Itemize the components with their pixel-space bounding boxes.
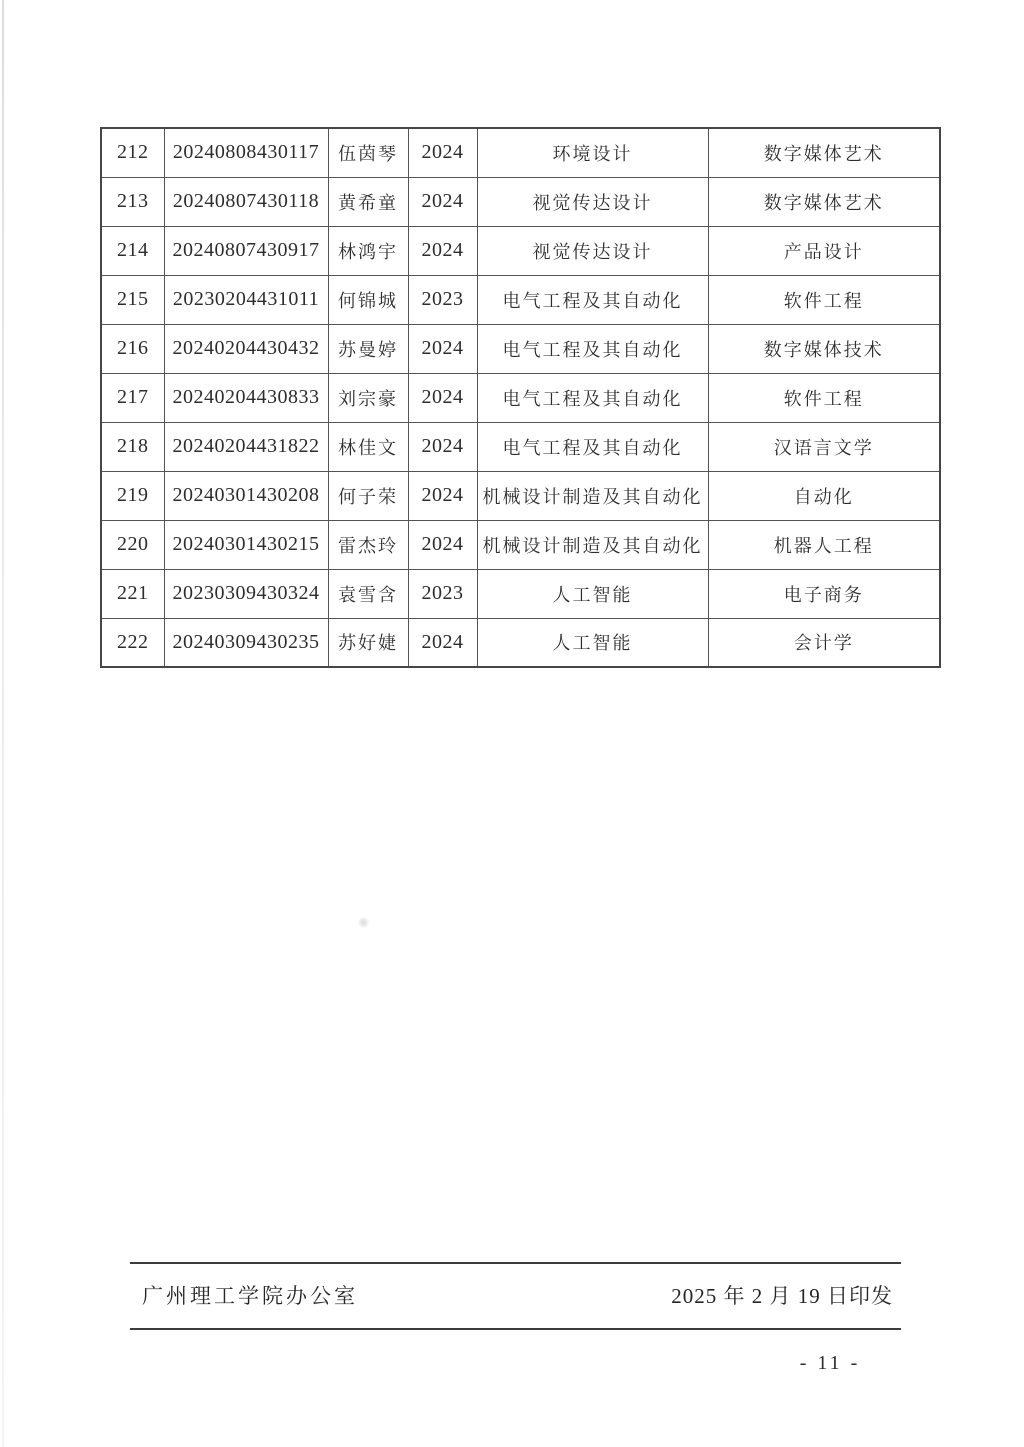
scan-smudge-artifact [358, 917, 369, 928]
student-name-cell: 黄希童 [328, 177, 408, 226]
row-number-cell: 212 [101, 128, 164, 177]
student-id-cell: 20240204430833 [164, 373, 328, 422]
transfer-major-cell: 机器人工程 [708, 520, 940, 569]
original-major-cell: 视觉传达设计 [477, 177, 708, 226]
table-row [101, 275, 940, 324]
footer-print-date: 2025 年 2 月 19 日印发 [671, 1284, 893, 1308]
grade-year-cell: 2023 [408, 275, 477, 324]
row-number-cell: 213 [101, 177, 164, 226]
transfer-major-cell: 自动化 [708, 471, 940, 520]
row-number-cell: 214 [101, 226, 164, 275]
grade-year-cell: 2024 [408, 177, 477, 226]
grade-year-cell: 2024 [408, 520, 477, 569]
original-major-cell: 电气工程及其自动化 [477, 324, 708, 373]
row-number-cell: 215 [101, 275, 164, 324]
row-number-cell: 221 [101, 569, 164, 618]
student-name-cell: 刘宗豪 [328, 373, 408, 422]
grade-year-cell: 2024 [408, 618, 477, 667]
student-name-cell: 林鸿宇 [328, 226, 408, 275]
original-major-cell: 人工智能 [477, 618, 708, 667]
student-id-cell: 20240807430118 [164, 177, 328, 226]
footer-bottom-rule [130, 1328, 901, 1330]
footer-issuer-block [130, 1262, 901, 1328]
grade-year-cell: 2024 [408, 128, 477, 177]
student-name-cell: 何锦城 [328, 275, 408, 324]
student-name-cell: 苏好婕 [328, 618, 408, 667]
student-id-cell: 20230309430324 [164, 569, 328, 618]
row-number-cell: 222 [101, 618, 164, 667]
original-major-cell: 电气工程及其自动化 [477, 422, 708, 471]
original-major-cell: 机械设计制造及其自动化 [477, 520, 708, 569]
grade-year-cell: 2024 [408, 373, 477, 422]
row-number-cell: 219 [101, 471, 164, 520]
grade-year-cell: 2024 [408, 226, 477, 275]
original-major-cell: 机械设计制造及其自动化 [477, 471, 708, 520]
original-major-cell: 电气工程及其自动化 [477, 275, 708, 324]
page-number: - 11 - [799, 1352, 861, 1374]
transfer-major-cell: 数字媒体技术 [708, 324, 940, 373]
student-name-cell: 伍茵琴 [328, 128, 408, 177]
table-row [101, 618, 940, 667]
transfer-major-cell: 电子商务 [708, 569, 940, 618]
student-major-transfer-table [100, 127, 941, 668]
transfer-major-cell: 会计学 [708, 618, 940, 667]
scan-edge-artifact [2, 0, 4, 1447]
transfer-major-cell: 数字媒体艺术 [708, 177, 940, 226]
grade-year-cell: 2024 [408, 422, 477, 471]
transfer-major-cell: 软件工程 [708, 275, 940, 324]
table-row [101, 422, 940, 471]
row-number-cell: 216 [101, 324, 164, 373]
student-name-cell: 何子荣 [328, 471, 408, 520]
grade-year-cell: 2024 [408, 471, 477, 520]
table-row [101, 177, 940, 226]
table-row [101, 128, 940, 177]
student-id-cell: 20240807430917 [164, 226, 328, 275]
student-name-cell: 雷杰玲 [328, 520, 408, 569]
student-id-cell: 20240309430235 [164, 618, 328, 667]
student-id-cell: 20240204430432 [164, 324, 328, 373]
original-major-cell: 人工智能 [477, 569, 708, 618]
table-row [101, 471, 940, 520]
footer-issuer-office: 广州理工学院办公室 [142, 1284, 358, 1308]
transfer-major-cell: 数字媒体艺术 [708, 128, 940, 177]
table-row [101, 324, 940, 373]
student-name-cell: 苏曼婷 [328, 324, 408, 373]
original-major-cell: 电气工程及其自动化 [477, 373, 708, 422]
row-number-cell: 217 [101, 373, 164, 422]
transfer-major-cell: 汉语言文学 [708, 422, 940, 471]
table-row [101, 520, 940, 569]
student-id-cell: 20240808430117 [164, 128, 328, 177]
grade-year-cell: 2023 [408, 569, 477, 618]
original-major-cell: 视觉传达设计 [477, 226, 708, 275]
student-id-cell: 20240301430208 [164, 471, 328, 520]
original-major-cell: 环境设计 [477, 128, 708, 177]
row-number-cell: 220 [101, 520, 164, 569]
table-row [101, 226, 940, 275]
student-id-cell: 20240301430215 [164, 520, 328, 569]
student-id-cell: 20240204431822 [164, 422, 328, 471]
student-name-cell: 林佳文 [328, 422, 408, 471]
student-id-cell: 20230204431011 [164, 275, 328, 324]
row-number-cell: 218 [101, 422, 164, 471]
transfer-major-cell: 软件工程 [708, 373, 940, 422]
student-name-cell: 袁雪含 [328, 569, 408, 618]
table-row [101, 373, 940, 422]
grade-year-cell: 2024 [408, 324, 477, 373]
transfer-major-cell: 产品设计 [708, 226, 940, 275]
table-row [101, 569, 940, 618]
